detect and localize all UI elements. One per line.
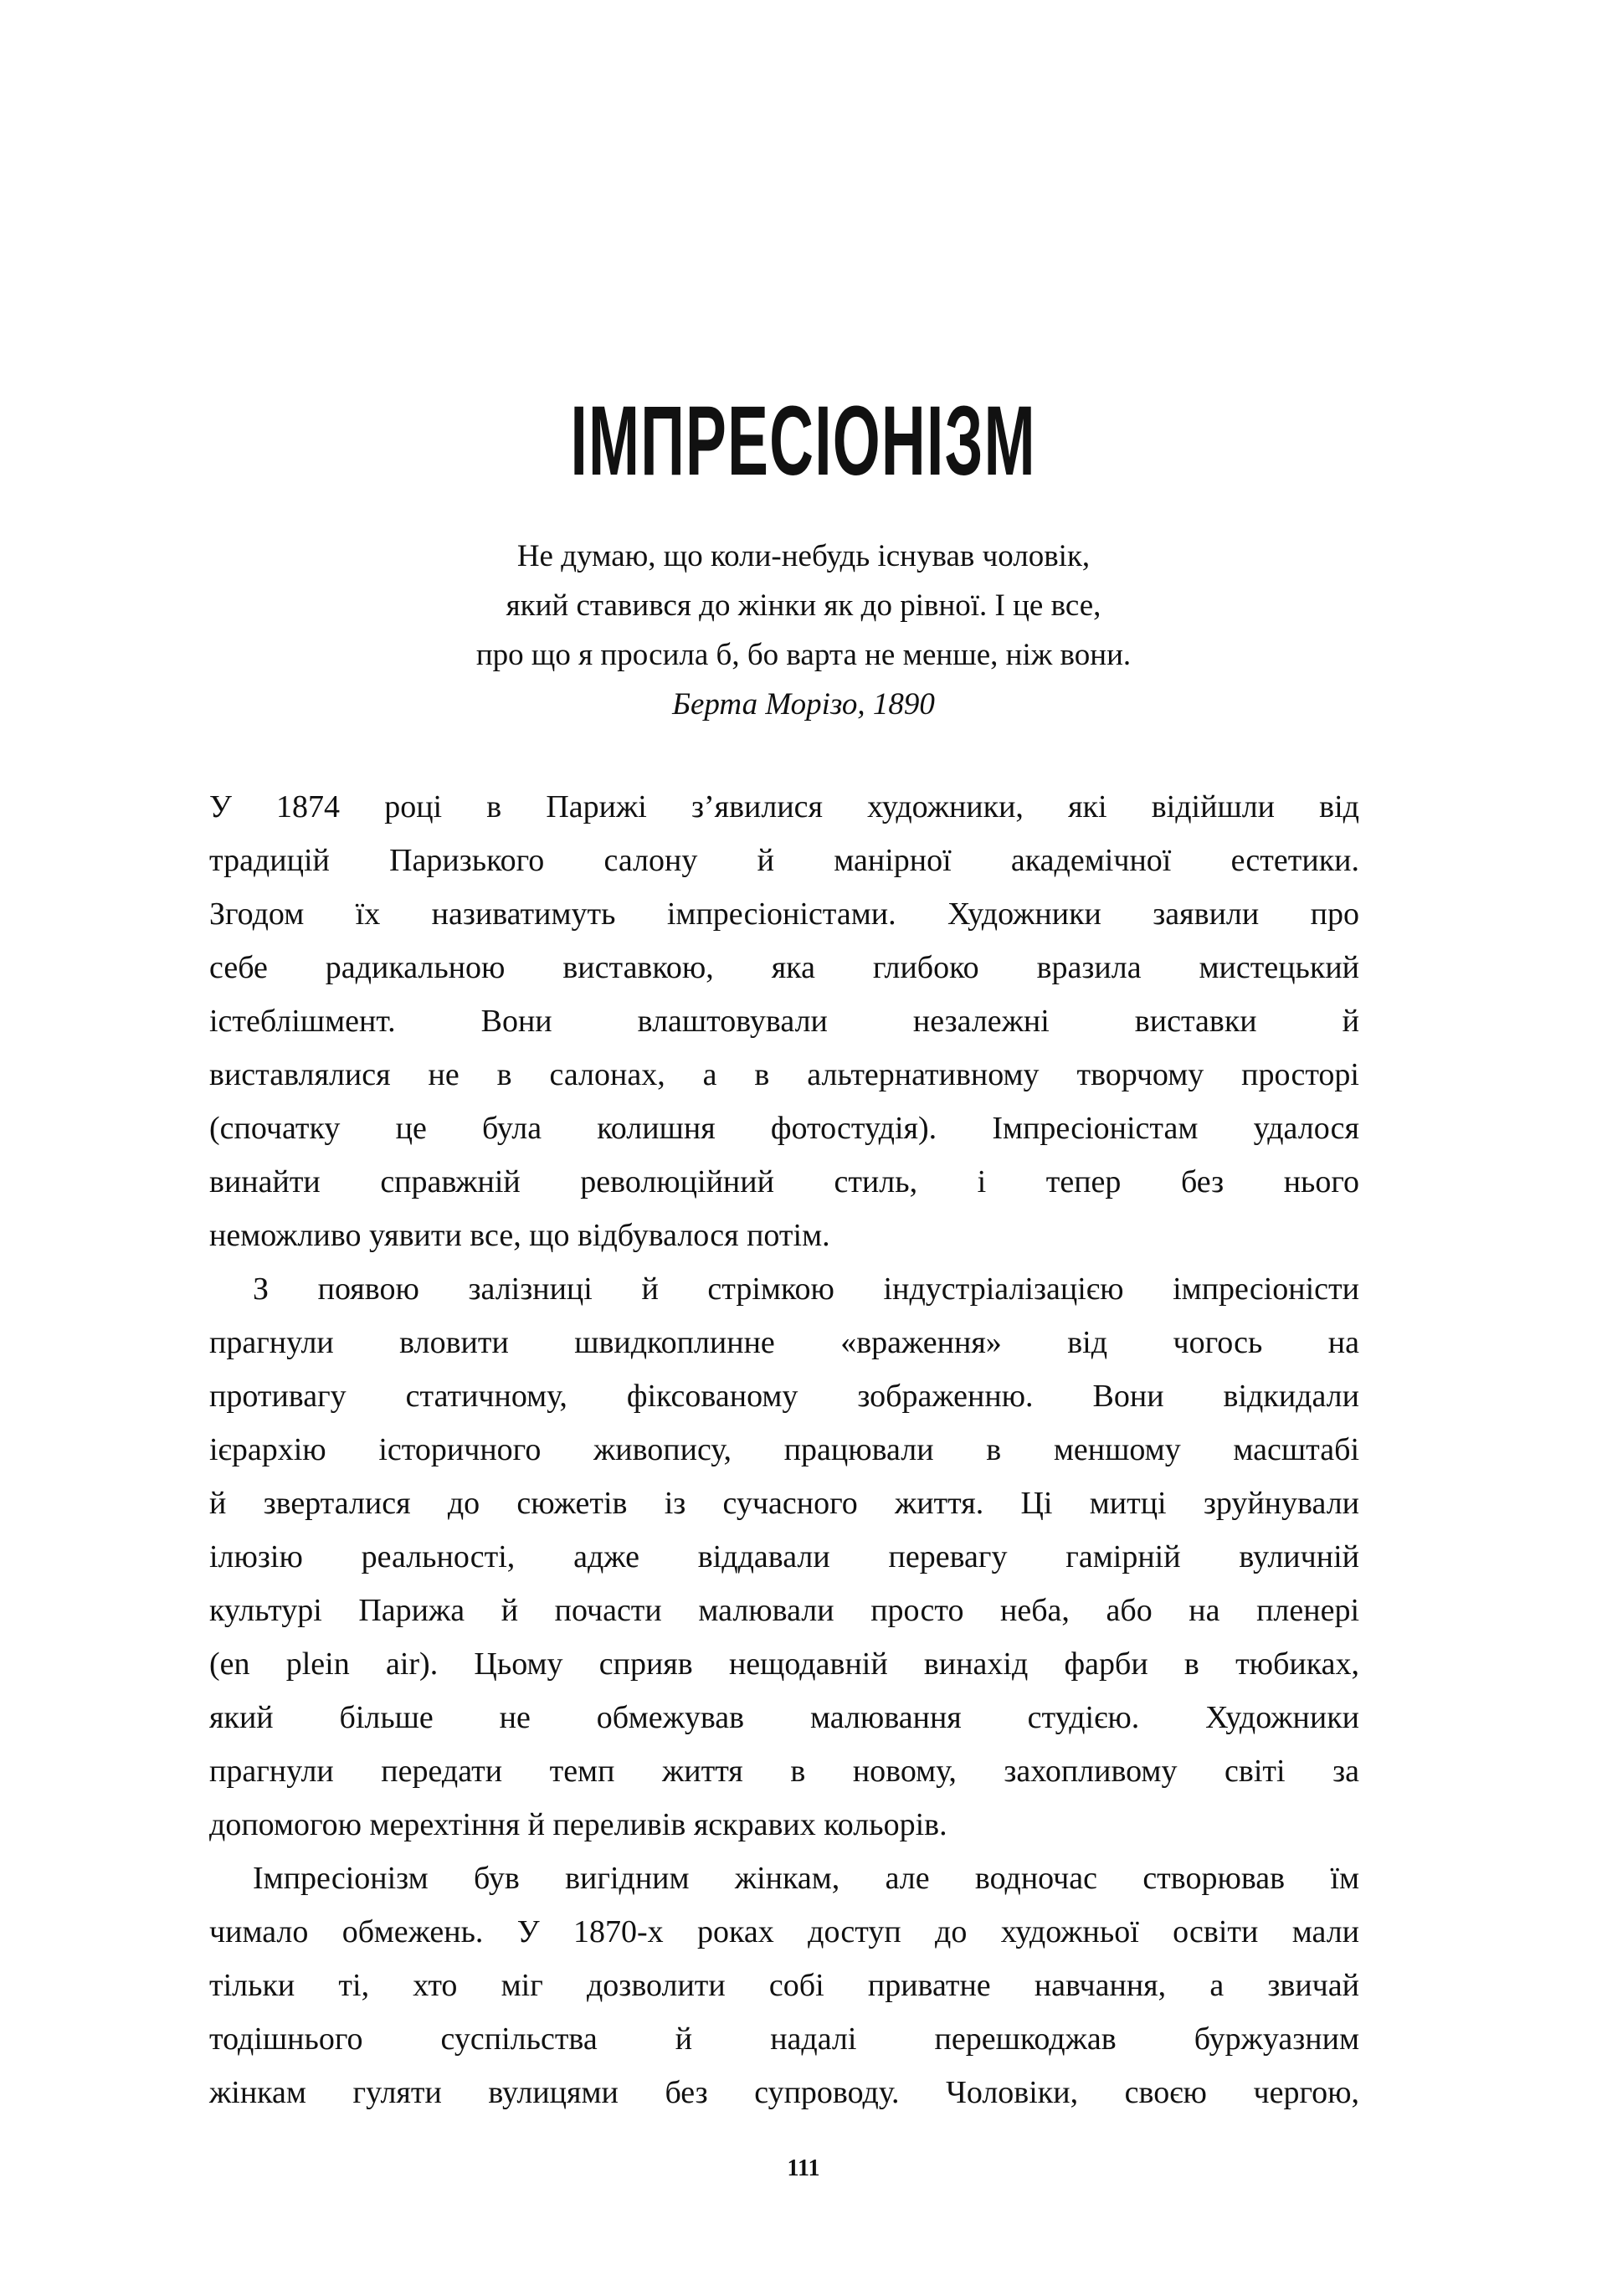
text-line: противагу статичному, фіксованому зображенню. Вони відкидали — [209, 1379, 1359, 1414]
epigraph-author: Берта Морізо, 1890 — [672, 687, 935, 722]
text-line: З появою залізниці й стрімкою індустріалізацією імпресіоністи — [253, 1271, 1359, 1307]
text-line: традицій Паризького салону й манірної академічної естетики. — [209, 843, 1359, 878]
paragraph — [209, 1852, 1359, 2119]
chapter-title-text: ІМПРЕСІОНІЗМ — [570, 386, 1037, 496]
text-line: (en plein air). Цьому сприяв нещодавній винахід фарби в тюбиках, — [209, 1646, 1359, 1682]
text-line: який більше не обмежував малювання студією. Художники — [209, 1700, 1359, 1735]
text-line: Імпресіонізм був вигідним жінкам, але водночас створював їм — [253, 1861, 1359, 1896]
epigraph-line: Не думаю, що коли-небудь існував чоловік, — [516, 539, 1091, 573]
text-line: винайти справжній революційний стиль, і тепер без нього — [209, 1164, 1359, 1199]
body-text — [209, 780, 1359, 2119]
text-line: Згодом їх називатимуть імпресіоністами. Художники заявили про — [209, 896, 1359, 932]
text-line: себе радикальною виставкою, яка глибоко вразила мистецький — [209, 950, 1359, 985]
text-line: тільки ті, хто міг дозволити собі приватне навчання, а звичай — [209, 1968, 1359, 2003]
paragraph — [209, 780, 1359, 1262]
text-line: У 1874 році в Парижі з’явилися художники, які відійшли від — [209, 789, 1359, 824]
text-line: виставлялися не в салонах, а в альтернативному творчому просторі — [209, 1057, 1359, 1092]
epigraph-line: який ставився до жінки як до рівної. І це все, — [506, 588, 1101, 623]
page-number: 111 — [787, 2155, 820, 2181]
text-line: чимало обмежень. У 1870-х роках доступ до художньої освіти мали — [209, 1914, 1359, 1949]
text-line: культурі Парижа й почасти малювали просто неба, або на пленері — [209, 1593, 1359, 1628]
text-line: ієрархію історичного живопису, працювали в меншому масштабі — [209, 1432, 1359, 1467]
text-line: (спочатку це була колишня фотостудія). Імпресіоністам удалося — [209, 1111, 1359, 1146]
chapter-title — [0, 386, 1607, 496]
text-line: й зверталися до сюжетів із сучасного життя. Ці митці зруйнували — [209, 1486, 1359, 1521]
text-line: прагнули вловити швидкоплинне «враження» від чогось на — [209, 1325, 1359, 1360]
epigraph-line: про що я просила б, бо варта не менше, ніж вони. — [475, 638, 1132, 672]
text-line: прагнули передати темп життя в новому, захопливому світі за — [209, 1754, 1359, 1789]
text-line: жінкам гуляти вулицями без супроводу. Чоловіки, своєю чергою, — [209, 2075, 1359, 2110]
epigraph — [0, 532, 1607, 729]
text-line: неможливо уявити все, що відбувалося потім. — [209, 1218, 830, 1253]
text-line: тодішнього суспільства й надалі перешкоджав буржуазним — [209, 2021, 1359, 2057]
text-line: істеблішмент. Вони влаштовували незалежні виставки й — [209, 1004, 1359, 1039]
text-line: допомогою мерехтіння й переливів яскравих кольорів. — [209, 1807, 947, 1842]
paragraph — [209, 1262, 1359, 1852]
text-line: ілюзію реальності, адже віддавали перевагу гамірній вуличній — [209, 1539, 1359, 1574]
